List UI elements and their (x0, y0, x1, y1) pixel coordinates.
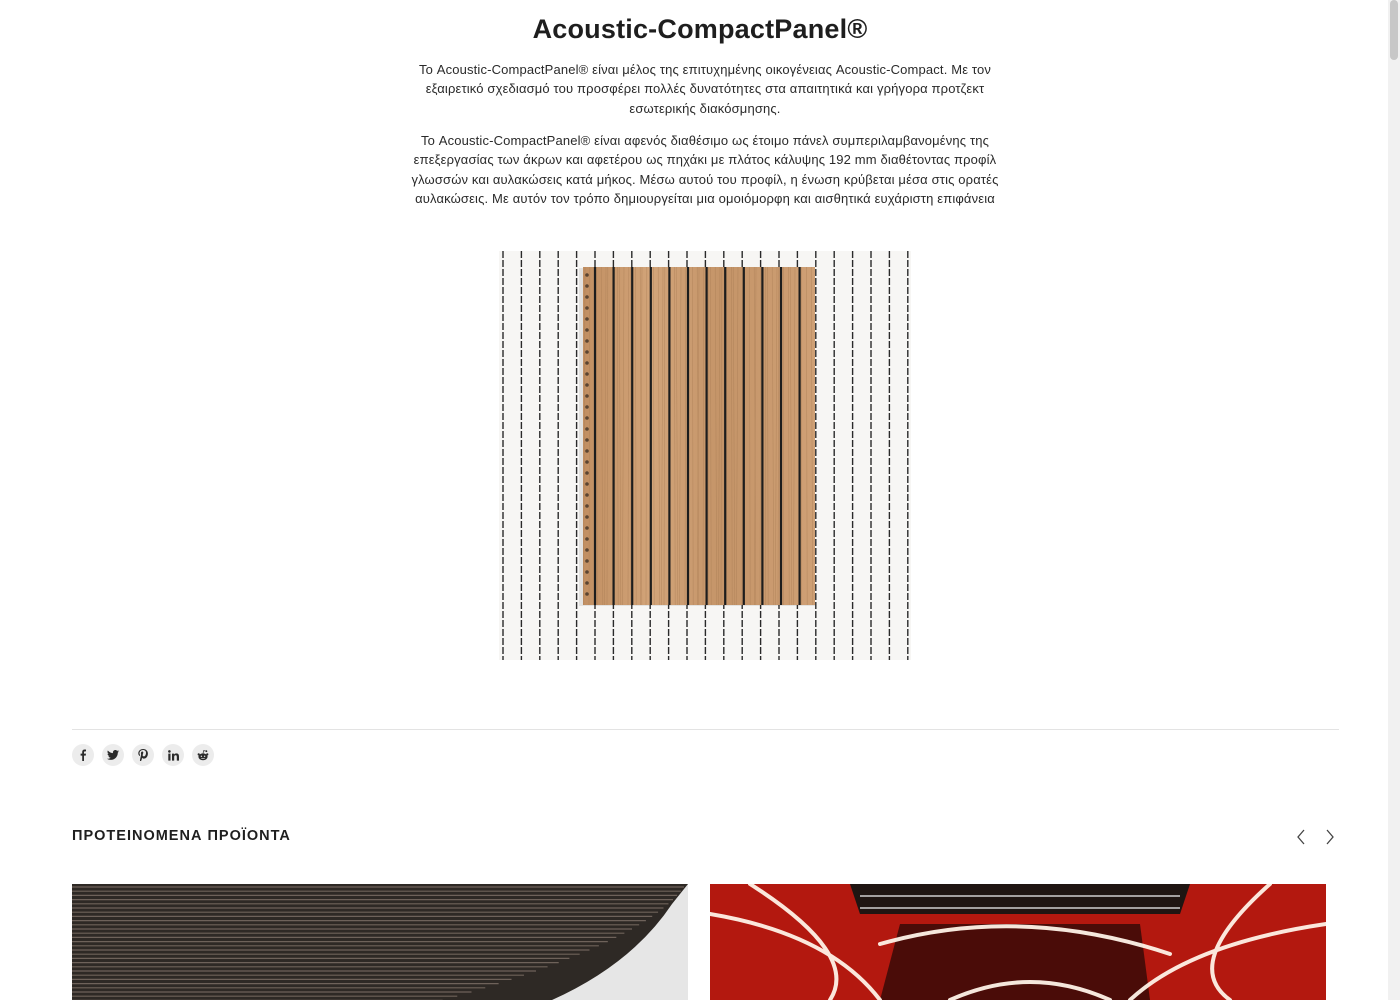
reddit-icon (197, 750, 209, 761)
related-product-image (72, 884, 688, 1000)
carousel-next-button[interactable] (1320, 826, 1340, 848)
pinterest-share-button[interactable] (132, 744, 154, 766)
facebook-icon (78, 749, 88, 761)
related-products-heading: ΠΡΟΤΕΙΝΟΜΕΝΑ ΠΡΟΪΟΝΤΑ (72, 828, 291, 844)
chevron-right-icon (1325, 829, 1335, 845)
facebook-share-button[interactable] (72, 744, 94, 766)
product-description-details: Το Acoustic-CompactPanel® είναι αφενός διαθέσιμο ως έτοιμο πάνελ συμπεριλαμβανομένης της επεξεργασίας των άκρων και αφετέρου ως πηχάκι με πλάτος κάλυψης 192 mm διαθέτοντας προφίλ γλωσσών και αυλακώσεις κατά μήκος. Μέσω αυτού του προφίλ, η ένωση κρύβεται μέσα στις ορατές αυλακώσεις. Με αυτόν τον τρόπο δημιουργείται μια ομοιόμορφη και αισθητικά ευχάριστη επιφάνεια (411, 133, 999, 206)
chevron-left-icon (1296, 829, 1306, 845)
pinterest-icon (138, 749, 148, 761)
product-description-intro: Το Acoustic-CompactPanel® είναι μέλος της επιτυχημένης οικογένειας Acoustic-Compact. Με τον εξαιρετικό σχεδιασμό του προσφέρει πολλές δυνατότητες στα απαιτητικά και γρήγορα προτζεκτ εσωτερικής διακόσμησης. (418, 62, 992, 116)
reddit-share-button[interactable] (192, 744, 214, 766)
linkedin-icon (168, 750, 179, 761)
related-product-card[interactable] (72, 884, 688, 1000)
related-product-image (710, 884, 1326, 1000)
product-title: Acoustic-CompactPanel® (532, 14, 868, 44)
twitter-icon (107, 750, 119, 760)
carousel-prev-button[interactable] (1291, 826, 1311, 848)
product-image (499, 251, 911, 660)
linkedin-share-button[interactable] (162, 744, 184, 766)
share-buttons (72, 744, 214, 766)
page-scrollbar[interactable] (1388, 0, 1400, 1000)
twitter-share-button[interactable] (102, 744, 124, 766)
content-divider (72, 729, 1339, 730)
related-product-card[interactable] (710, 884, 1326, 1000)
